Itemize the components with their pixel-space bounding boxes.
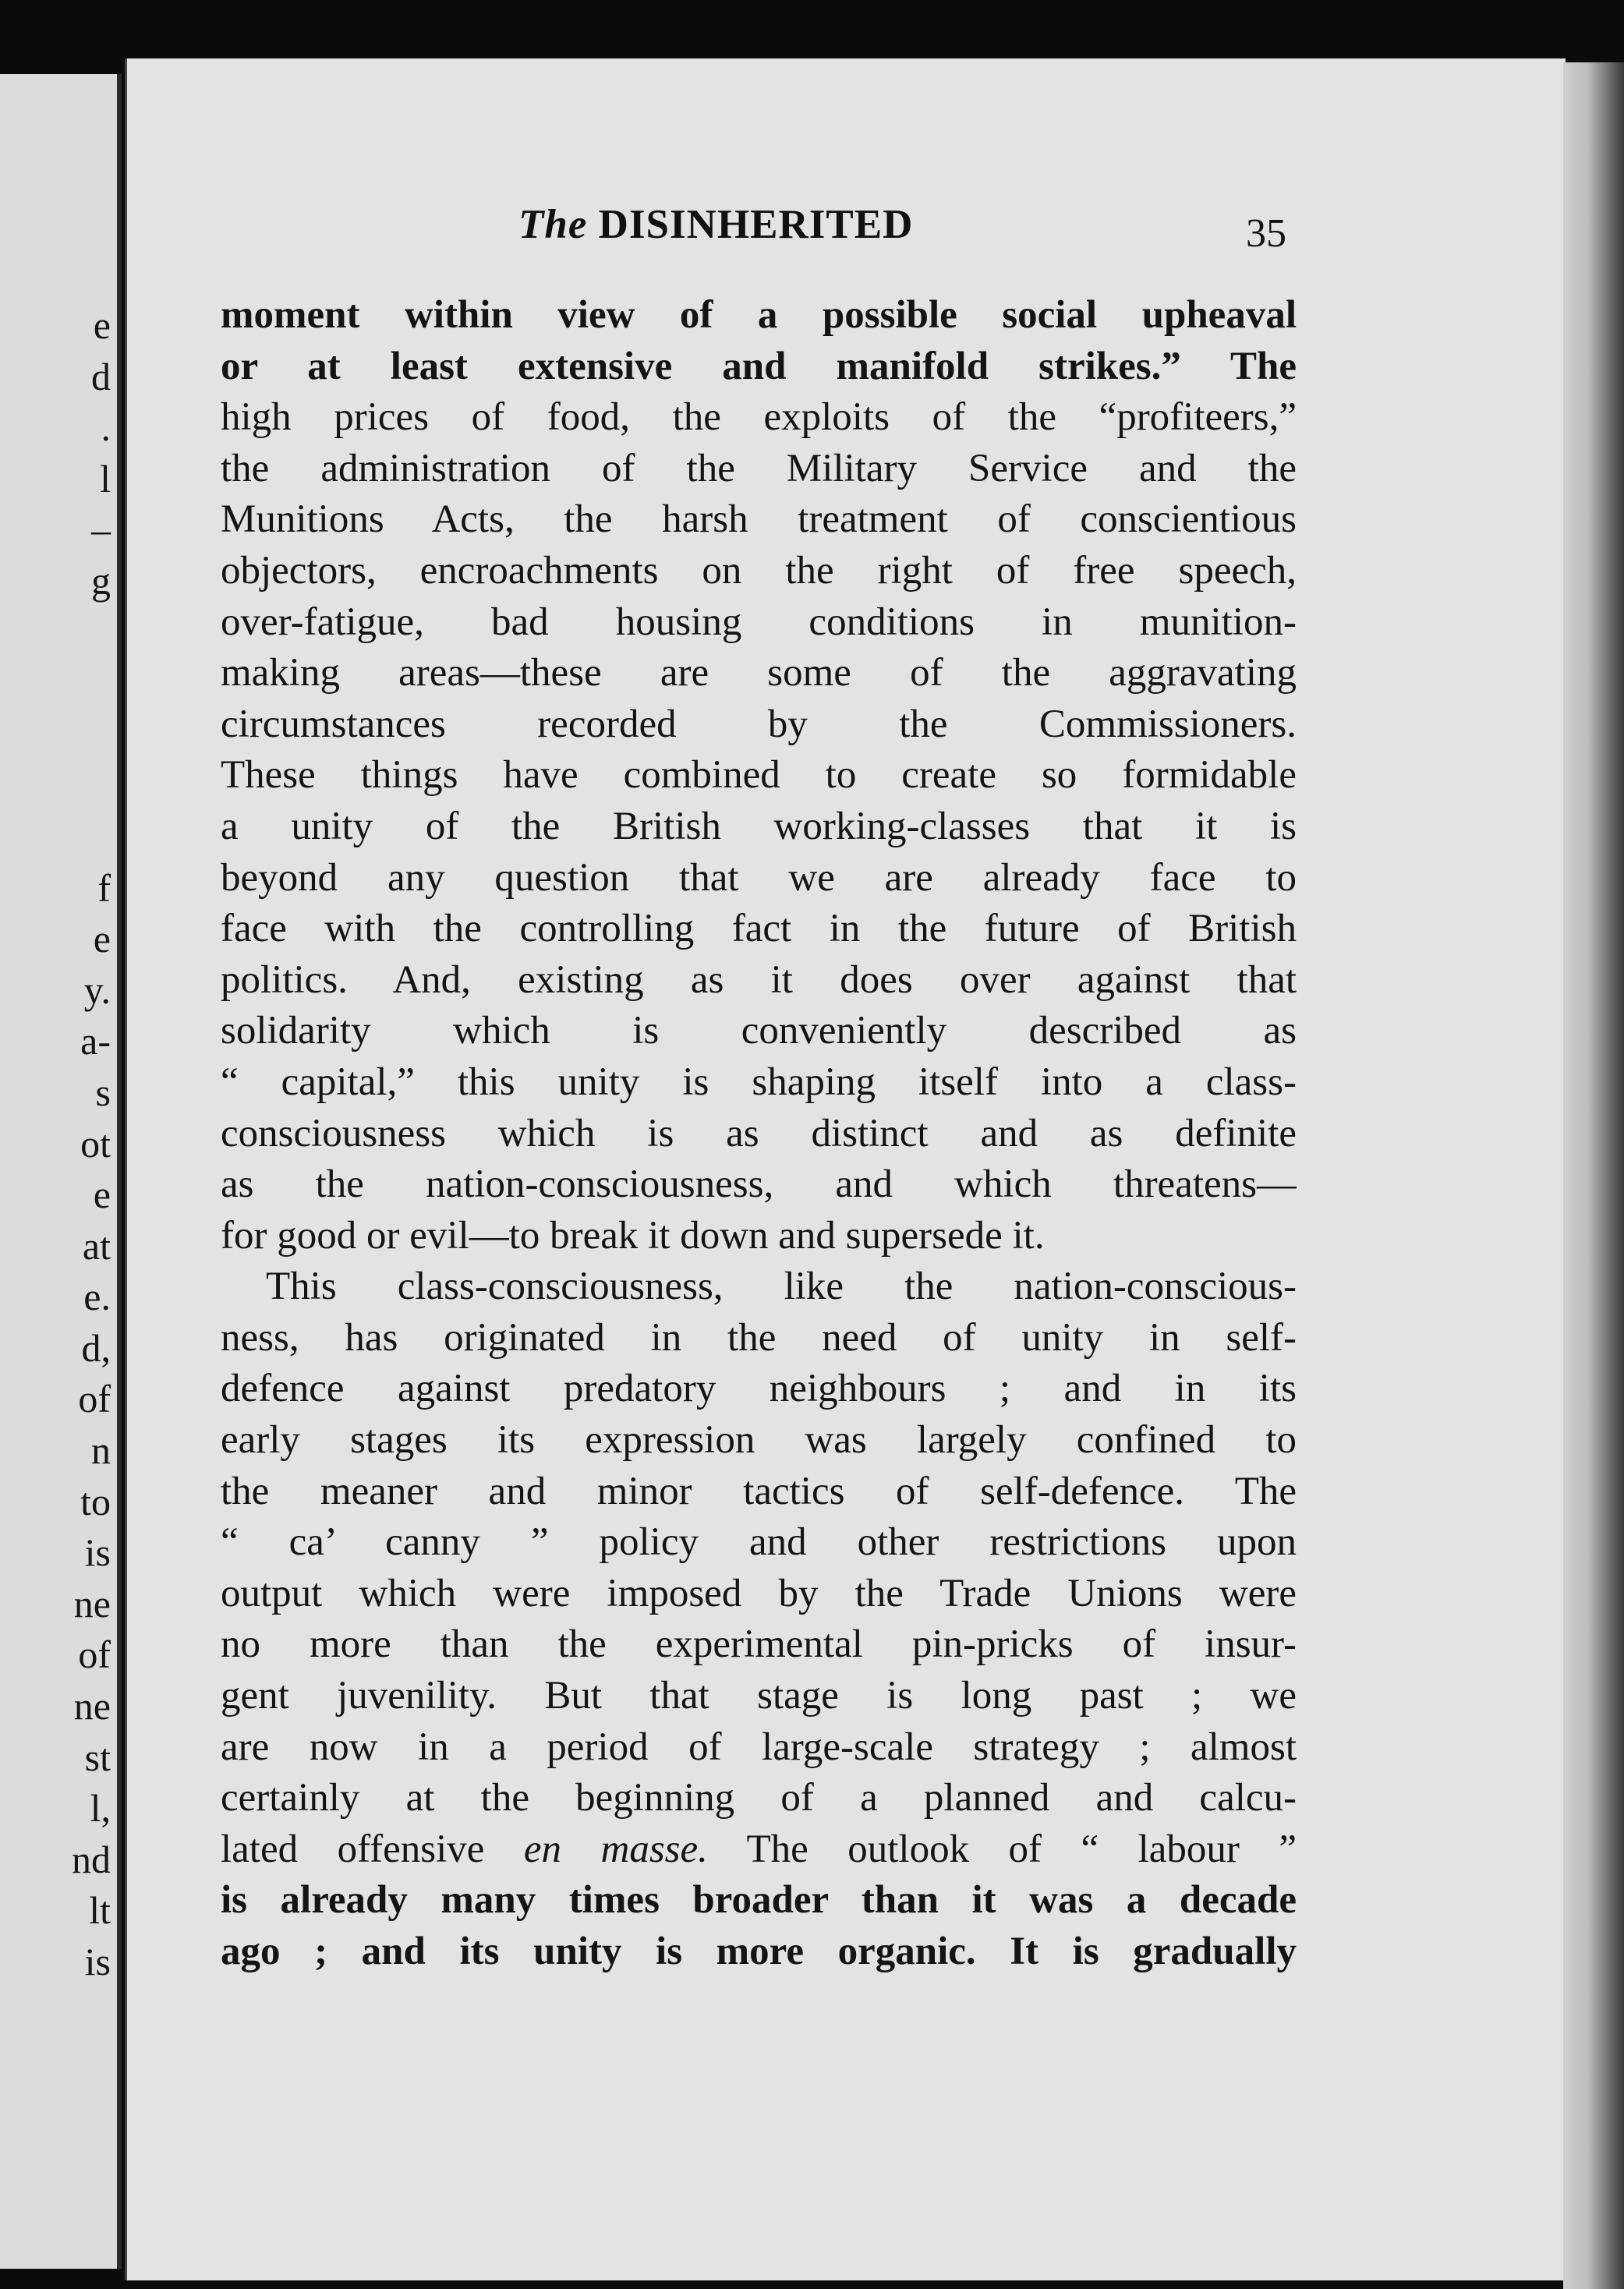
text-line: This class-consciousness, like the nation-conscious-	[266, 1265, 1297, 1309]
text-line: objectors, encroachments on the right of free speech,	[221, 548, 1297, 593]
text-line	[221, 1824, 1297, 1876]
left-edge-letter: n	[91, 1428, 111, 1473]
left-edge-letter: g	[91, 558, 111, 603]
text-line: no more than the experimental pin-pricks of insur-	[221, 1622, 1297, 1667]
text-line: or at least extensive and manifold strikes.” The	[221, 344, 1297, 388]
text-line: beyond any question that we are already face to	[221, 855, 1297, 900]
left-edge-letter: ne	[73, 1684, 111, 1728]
text-line: the administration of the Military Service and the	[221, 446, 1297, 490]
left-edge-letter: is	[84, 1940, 111, 1983]
text-line: early stages its expression was largely confined to	[221, 1418, 1297, 1463]
left-edge-letter: .	[101, 405, 111, 450]
left-page-fragment	[0, 74, 122, 2269]
text-line: are now in a period of large-scale strategy ; almost	[221, 1725, 1297, 1769]
text-line-segment: lated offensive	[221, 1827, 524, 1871]
left-edge-letter: ne	[73, 1581, 111, 1626]
left-edge-letter: s	[95, 1070, 111, 1114]
left-page-edge-letters	[72, 300, 111, 1988]
text-line: politics. And, existing as it does over against that	[221, 957, 1297, 1002]
text-line: over-fatigue, bad housing conditions in munition-	[221, 600, 1297, 644]
left-edge-letter: e	[93, 303, 111, 347]
left-edge-letter: a-	[80, 1019, 111, 1063]
left-edge-letter: at	[82, 1223, 111, 1268]
left-edge-letter: e	[93, 917, 111, 961]
left-edge-letter: e.	[83, 1275, 111, 1319]
text-line: solidarity which is conveniently described as	[221, 1009, 1297, 1053]
text-line: for good or evil—to break it down and supersede it.	[221, 1213, 1045, 1258]
left-edge-letter: to	[80, 1479, 111, 1523]
text-line-segment: The outlook of “ labour ”	[707, 1827, 1297, 1871]
text-line-italic: en masse.	[523, 1827, 708, 1871]
left-edge-letter: f	[97, 865, 111, 910]
left-edge-letter: ot	[80, 1121, 111, 1166]
text-line: gent juvenility. But that stage is long past ; we	[221, 1674, 1297, 1718]
text-line: as the nation-consciousness, and which threatens—	[221, 1162, 1297, 1207]
left-edge-letter: nd	[72, 1837, 111, 1881]
left-edge-letter: y.	[83, 968, 111, 1012]
text-line: face with the controlling fact in the future of British	[221, 907, 1297, 951]
text-line: ness, has originated in the need of unity in self-	[221, 1315, 1297, 1360]
body-text	[221, 290, 1297, 1978]
left-edge-letter: l	[100, 456, 111, 501]
running-head-title: DISINHERITED	[598, 202, 914, 247]
left-edge-letter: is	[84, 1530, 111, 1575]
left-edge-letter: lt	[89, 1888, 111, 1933]
text-line: defence against predatory neighbours ; and in its	[221, 1367, 1297, 1411]
left-edge-letter: of	[78, 1377, 111, 1421]
left-edge-letter: of	[78, 1633, 111, 1677]
left-edge-letter: d,	[81, 1325, 111, 1370]
text-line: moment within view of a possible social upheaval	[221, 293, 1297, 337]
text-line: circumstances recorded by the Commissioners.	[221, 702, 1297, 746]
text-line: a unity of the British working-classes that it is	[221, 804, 1297, 848]
text-line: These things have combined to create so formidable	[221, 753, 1297, 798]
running-head-the: The	[518, 202, 588, 247]
text-line: high prices of food, the exploits of the “profiteers,”	[221, 395, 1297, 440]
left-edge-letter: l,	[90, 1786, 111, 1831]
text-line: ago ; and its unity is more organic. It is gradually	[221, 1930, 1297, 1973]
text-line: making areas—these are some of the aggravating	[221, 651, 1297, 695]
text-line: consciousness which is as distinct and as definite	[221, 1111, 1297, 1155]
page-number: 35	[1246, 211, 1286, 256]
page-right-edge	[1563, 62, 1624, 2289]
left-edge-letter: d	[91, 354, 111, 398]
text-line: the meaner and minor tactics of self-defence. The	[221, 1469, 1297, 1513]
text-line: certainly at the beginning of a planned and calcu-	[221, 1776, 1297, 1820]
text-line: “ capital,” this unity is shaping itself into a class-	[221, 1060, 1297, 1104]
text-line: “ ca’ canny ” policy and other restrictions upon	[221, 1520, 1297, 1565]
left-edge-letter: st	[84, 1735, 111, 1779]
left-edge-letter: e	[93, 1173, 111, 1217]
text-line: Munitions Acts, the harsh treatment of conscientious	[221, 497, 1297, 542]
running-head	[518, 201, 913, 248]
left-edge-letter: –	[91, 508, 111, 552]
text-line: is already many times broader than it was a decade	[221, 1878, 1297, 1923]
text-line: output which were imposed by the Trade Unions were	[221, 1571, 1297, 1615]
